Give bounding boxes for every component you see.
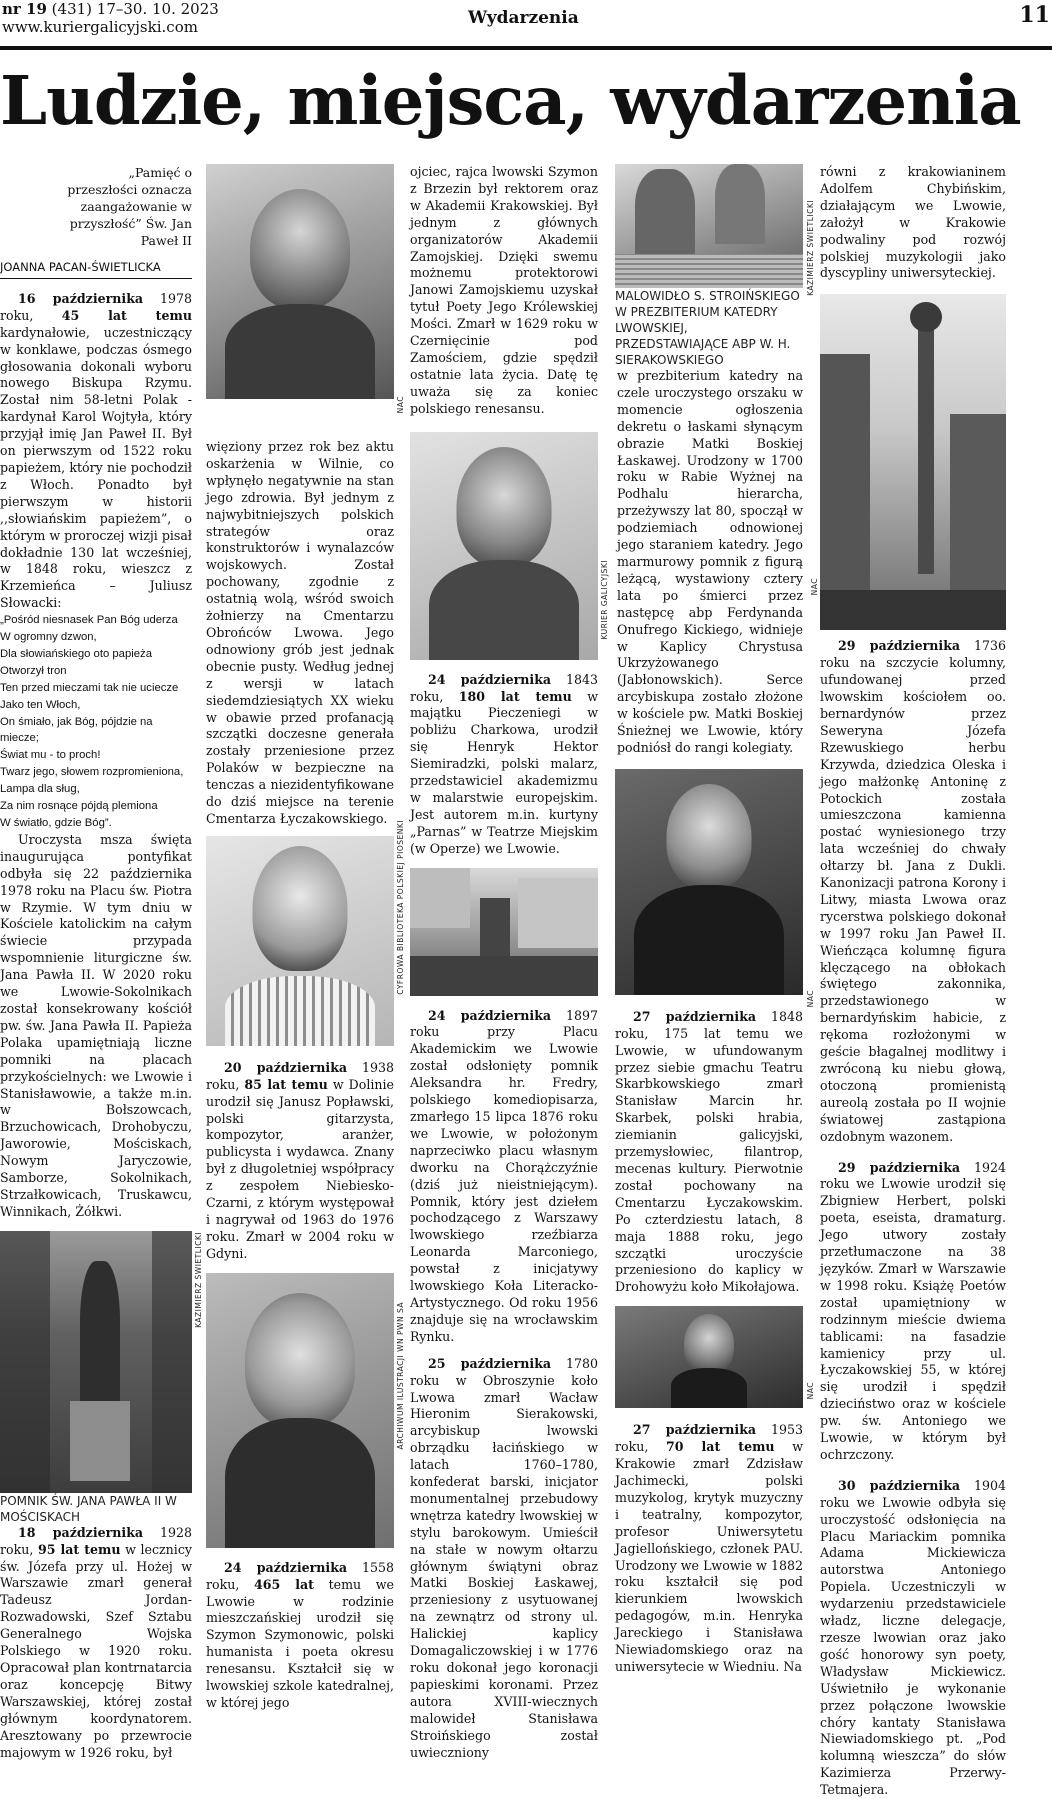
entry-16-oct: 16 października 1978 roku, 45 lat temu kardynałowie, uczestniczący w konklawe, podczas ósmego głosowania dokonali wyboru nowego Biskupa Rzymu. Został nim 58-letni Polak - kardynał Karol Wojtyła, który przyjął imię Jan Paweł II. Był on pierwszym od 1522 roku papieżem, który nie pochodził z Włoch. Ponadto był pierwszym w historii ,,słowiańskim papieżem”, o którym w proroczej wizji pisał dokładnie 130 lat wcześniej, w 1848 roku, wieszcz z Krzemieńca – Juliusz Słowacki: [0, 290, 192, 611]
portrait-szymonowic [206, 1273, 394, 1548]
issue-info: nr 19 (431) 17–30. 10. 2023 [2, 0, 219, 18]
photo-credit: NAC [806, 990, 815, 1008]
column-5 [820, 164, 1006, 1799]
photo-credit: NAC [810, 578, 819, 596]
page-header [0, 0, 1052, 50]
entry-29-oct-1924: 29 października 1924 roku we Lwowie urodził się Zbigniew Herbert, polski poeta, eseista, dramaturg. Jego utwory zostały przetłumaczone na 38 języków. Zmarł w Warszawie w 1998 roku. Książę Poetów został upamiętniony w rodzinnym mieście dwiema tablicami: na fasadzie kamienicy przy ul. Łyczakowskiej 55, w której się urodził i spędził dzieciństwo oraz w kościele pw. św. Antoniego we Lwowie, w którym był ochrzczony. [820, 1159, 1006, 1462]
entry-24-oct-1558: 24 października 1558 roku, 465 lat temu we Lwowie w rodzinie mieszczańskiej urodził się Szymon Szymonowic, polski humanista i poeta okresu renesansu. Kształcił się w lwowskiej szkole katedralnej, w której jego [206, 1559, 395, 1710]
photo-credit: CYFROWA BIBLIOTEKA POLSKIEJ PIOSENKI [396, 820, 405, 995]
column-2 [206, 164, 394, 1712]
photo-credit: NAC [396, 396, 405, 414]
photo-caption: POMNIK ŚW. JANA PAWŁA II W MOŚCISKACH [0, 1493, 177, 1524]
entry-szymonowic-cont: ojciec, rajca lwowski Szymon z Brzezin był rektorem oraz w Akademii Krakowskiej. Był jednym z głównych organizatorów Akademii Zamojskiej. Dzięki swemu możnemu protektorowi Janowi Zamojskiemu uzyskał tytuł Poety Jego Królewskiej Mości. Zmarł w 1629 roku w Czernięcinie pod Zamościem, gdzie spędził ostatnie lata życia. Datę tę uważa się za koniec polskiego renesansu. [410, 164, 598, 416]
column-4 [615, 164, 803, 1676]
site-url[interactable]: www.kuriergalicyjski.com [2, 18, 198, 36]
column-3 [410, 164, 598, 1761]
entry-mass: Uroczysta msza święta inaugurująca pontyfikat odbyła się 22 października 1978 roku na Placu św. Piotra w Rzymie. W tym dniu w Kościele katolickim na całym świecie przypada wspomnienie liturgiczne św. Jana Pawła II. W 2020 roku we Lwowie-Sokolnikach został konsekrowany kościół pw. św. Jana Pawła II. Papieża Polaka upamiętniają liczne pomniki na placach przykościelnych: we Lwowie i Stanisławowie, a także m.in. w Bołszowcach, Brzuchowicach, Drohobyczu, Jaworowie, Mościskach, Nowym Jaryczowie, Samborze, Sokolnikach, Strzałkowicach, Truskawcu, Winnikach, Żółkwi. [0, 831, 192, 1219]
monument-photo [0, 1231, 192, 1493]
photo-credit: KURIER GALICYJSKI [600, 560, 609, 640]
page-number: 11 [1019, 2, 1050, 28]
entry-sierakowski-cont: w prezbiterium katedry na czele uroczystego orszaku w momencie ogłoszenia dekretu o łaskami słynącym obrazie Matki Boskiej Łaskawej. Urodzony w 1700 roku w Rabie Wyżnej na Podhalu hierarcha, przeżywszy lat 80, spoczął w podziemiach odnowionej jego staraniem katedry. Jego marmurowy pomnik z figurą leżącą, wystawiony cztery lata po śmierci przez następcę abp Ferdynanda Onufrego Kickiego, widnieje w Kaplicy Chrystusa Ukrzyżowanego (Jabłonowskich). Serce arcybiskupa zostało złożone w kościele pw. Matki Boskiej Śnieżnej we Lwowie, który podniósł do rangi kolegiaty. [617, 368, 803, 755]
epigraph-quote: „Pamięć o przeszłości oznacza zaangażowanie w przyszłość” Św. Jan Paweł II [67, 165, 192, 248]
entry-24-oct-1843: 24 października 1843 roku, 180 lat temu w majątku Pieczeniegi w pobliżu Charkowa, urodził się Henryk Hektor Siemiradzki, polski malarz, przedstawiciel akademizmu w malarstwie europejskim. Jest autorem m.in. kurtyny „Parnas” w Teatrze Miejskim (w Operze) we Lwowie. [410, 671, 598, 856]
photo-credit: KAZIMIERZ ŚWIETLICKI [194, 1232, 203, 1328]
page-title: Ludzie, miejsca, wydarzenia [0, 61, 1021, 140]
entry-jachimecki-cont: równi z krakowianinem Adolfem Chybińskim, działającym we Lwowie, założył w Krakowie podwaliny pod rozwój polskiej muzykologii jako dyscypliny uniwersyteckiej. [820, 164, 1006, 281]
fredro-monument-photo [410, 868, 598, 996]
stroinski-painting-photo [615, 164, 803, 288]
column-1 [0, 164, 192, 1761]
photo-credit: NAC [806, 1382, 815, 1400]
portrait-poplawski [206, 836, 394, 1046]
entry-25-oct: 25 października 1780 roku w Obroszynie koło Lwowa zmarł Wacław Hieronim Sierakowski, arcybiskup lwowski obrządku łacińskiego w latach 1760–1780, konfederat barski, inicjator monumentalnej przebudowy wnętrza katedry lwowskiej w stylu barokowym. Umieścił na stałe w nowym ołtarzu głównym świątyni obraz Matki Boskiej Łaskawej, przeniesiony z usytuowanej na zewnątrz od strony ul. Halickiej kaplicy Domagaliczowskiej i w 1776 roku dokonał jego koronacji papieskimi koronami. Przez autora XVIII-wiecznych malowideł Stanisława Stroińskiego został uwieczniony [410, 1355, 598, 1760]
portrait-jachimecki [615, 1306, 803, 1408]
entry-29-oct-1736: 29 października 1736 roku na szczycie kolumny, ufundowanej przed lwowskim kościołem oo. bernardynów przez Seweryna Józefa Rzewuskiego herbu Krzywda, dziedzica Oleska i jego małżonkę Antoninę z Potockich została umieszczona kamienna postać wyniesionego trzy lata wcześniej do chwały ołtarzy bł. Jana z Dukli. Kanonizacji patrona Korony i Litwy, miasta Lwowa oraz rycerstwa polskiego dokonał w 1997 roku Jan Paweł II. Wieńcząca kolumnę figura klęczącego na obłokach świętego zakonnika, przedstawionego w bernardyńskim habicie, z rękoma rozłożonymi w geście błagalnej modlitwy i zwróconą ku niebu głową, otoczoną promienistą aureolą została po II wojnie światowej zastąpiona ozdobnym wazonem. [820, 638, 1006, 1144]
section-name: Wydarzenia [468, 8, 579, 28]
entry-20-oct: 20 października 1938 roku, 85 lat temu w Dolinie urodził się Janusz Popławski, polski gitarzysta, kompozytor, aranżer, publicysta i wydawca. Znany był z długoletniej współpracy z zespołem Niebiesko-Czarni, z którym występował i nagrywał od 1963 do 1976 roku. Zmarł w 2004 roku w Gdyni. [206, 1059, 394, 1261]
photo-caption: MALOWIDŁO S. STROIŃSKIEGO W PREZBITERIUM KATEDRY LWOWSKIEJ, PRZEDSTAWIAJĄCE ABP W. H. SIERAKOWSKIEGO [615, 289, 800, 367]
poem: „Pośród niesnasek Pan Bóg uderza W ogromny dzwon, Dla słowiańskiego oto papieża Otworzył tron Ten przed mieczami tak nie uciecze Jako ten Włoch, On śmiało, jak Bóg, pójdzie na miecze; Świat mu - to proch! Twarz jego, słowem rozpromieniona, Lampa dla sług, Za nim rosnące pójdą plemiona W światło, gdzie Bóg”. [0, 614, 184, 829]
portrait-siemiradzki [410, 432, 598, 660]
entry-24-oct-1897: 24 października 1897 roku przy Placu Akademickim we Lwowie został odsłonięty pomnik Aleksandra hr. Fredry, polskiego komediopisarza, zmarłego 15 lipca 1876 roku we Lwowie, w położonym naprzeciwko placu własnym dworku na Chorążczyźnie (dziś już nieistniejącym). Pomnik, który jest dziełem pochodzącego z Warszawy lwowskiego rzeźbiarza Leonarda Marconiego, powstał z inicjatywy lwowskiego Koła Literacko-Artystycznego. Od roku 1956 znajduje się na wrocławskim Rynku. [410, 1007, 598, 1344]
portrait-skarbek [615, 769, 803, 995]
column-monument-photo [820, 294, 1006, 630]
portrait-rozwadowski [206, 164, 394, 399]
entry-27-oct-1848: 27 października 1848 roku, 175 lat temu we Lwowie, w ufundowanym przez siebie gmachu Teatru Skarbkowskiego zmarł Stanisław Marcin hr. Skarbek, polski hrabia, ziemianin galicyjski, przemysłowiec, filantrop, mecenas kultury. Pierwotnie został pochowany na Cmentarzu Łyczakowskim. Po czterdziestu latach, 8 maja 1888 roku, jego szczątki uroczyście przeniesiono do kaplicy w Drohowyżu koło Mikołajowa. [615, 1008, 803, 1295]
author-byline: JOANNA PACAN-ŚWIETLICKA [0, 249, 192, 279]
entry-27-oct-1953: 27 października 1953 roku, 70 lat temu w Krakowie zmarł Zdzisław Jachimecki, polski muzykolog, krytyk muzyczny i teatralny, kompozytor, profesor Uniwersytetu Jagiellońskiego, członek PAU. Urodzony we Lwowie w 1882 roku kształcił się pod kierunkiem lwowskich pedagogów, m.in. Henryka Jareckiego i Stanisława Niewiadomskiego oraz na uniwersytecie w Wiedniu. Na [615, 1422, 803, 1674]
entry-18-oct: 18 października 1928 roku, 95 lat temu w lecznicy św. Józefa przy ul. Hożej w Warszawie zmarł generał Tadeusz Jordan-Rozwadowski, Szef Sztabu Generalnego Wojska Polskiego w 1920 roku. Opracował plan kontrnatarcia oraz koncepcję Bitwy Warszawskiej, której został głównym koordynatorem. Aresztowany po przewrocie majowym w 1926 roku, był [0, 1524, 192, 1760]
entry-rozwadowski: więziony przez rok bez aktu oskarżenia w Wilnie, co wpłynęło negatywnie na stan jego zdrowia. Był jednym z najwybitniejszych polskich strategów oraz konstruktorów i wynalazców wojskowych. Został pochowany, zgodnie z ostatnią wolą, wśród swoich żołnierzy na Cmentarzu Obrońców Lwowa. Jego odnowiony grób jest jednak obecnie pusty. Według jednej z wersji w latach siedemdziesiątych XX wieku w obawie przed profanacją szczątki doczesne generała zostały przeniesione przez Polaków w bezpieczne na tenczas a niezidentyfikowane do dziś miejsce na terenie Cmentarza Łyczakowskiego. [206, 439, 394, 826]
photo-credit: ARCHIWUM ILUSTRACJI WN PWN SA [396, 1302, 405, 1450]
entry-30-oct: 30 października 1904 roku we Lwowie odbyła się uroczystość odsłonięcia na Placu Mariackim pomnika Adama Mickiewicza autorstwa Antoniego Popiela. Uczestniczyli w wydarzeniu przedstawiciele władz, liczne delegacje, rzesze lwowian oraz jako gość honorowy syn poety, Władysław Mickiewicz. Uświetniło je wykonanie przez połączone lwowskie chóry kantaty Stanisława Niewiadomskiego pt. „Pod kolumną wieszcza” do słów Kazimierza Przerwy-Tetmajera. [820, 1477, 1006, 1798]
photo-credit: KAZIMIERZ ŚWIETLICKI [806, 200, 815, 296]
